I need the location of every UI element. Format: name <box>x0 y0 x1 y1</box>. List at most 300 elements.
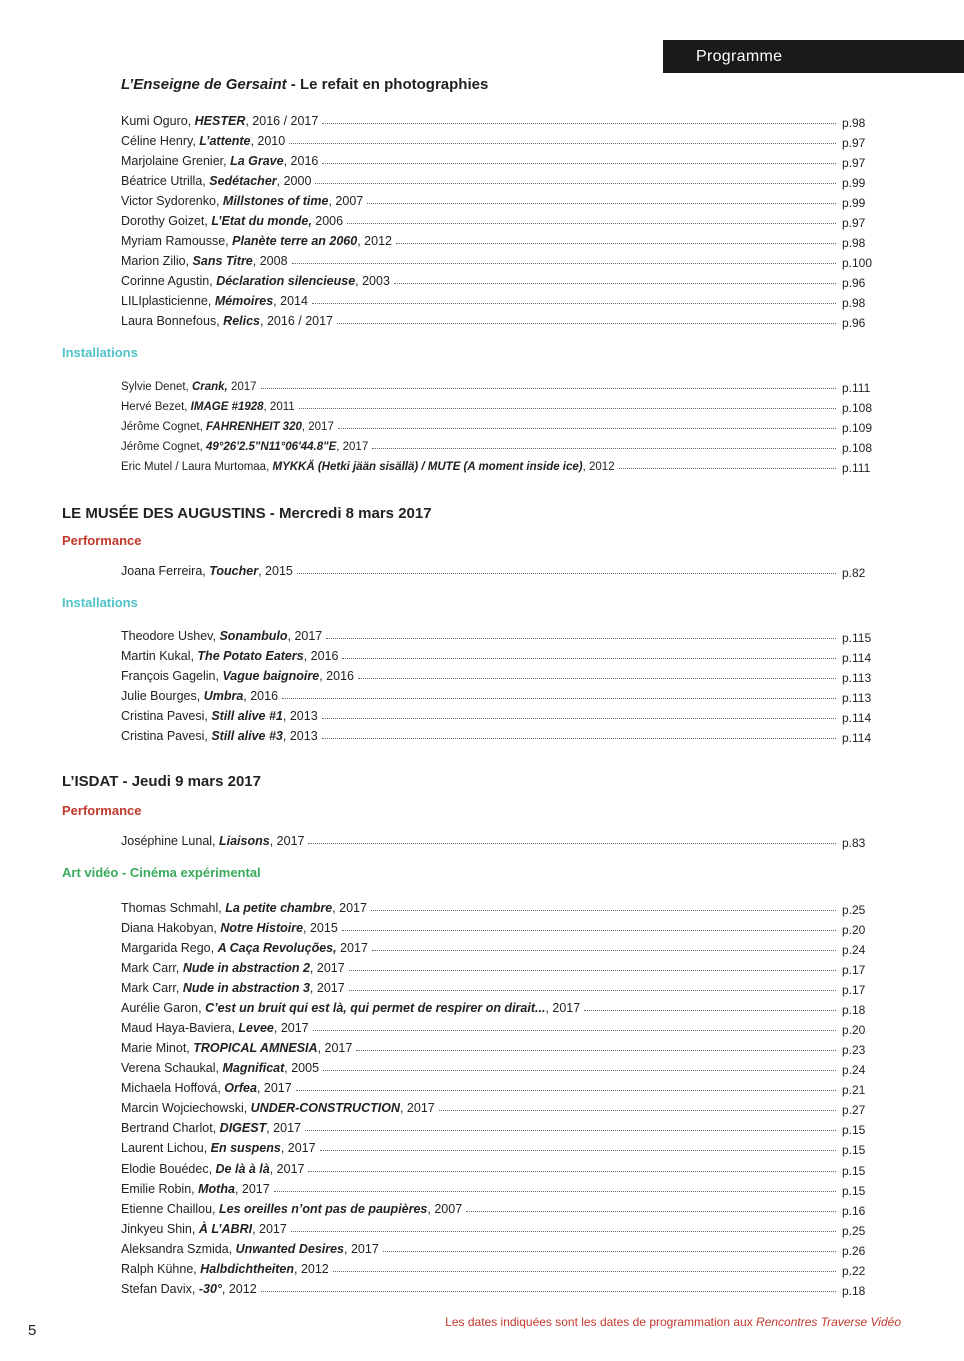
entry-work-title: Nude in abstraction 2 <box>182 961 310 976</box>
page-ref: p.22 <box>842 1263 866 1278</box>
entry-work-title: DIGEST <box>219 1121 267 1136</box>
entry-year: , 2017 <box>269 834 305 848</box>
entry-year: , 2015 <box>258 564 293 578</box>
dot-leader <box>367 202 836 204</box>
entry-text <box>121 381 257 393</box>
entry-artist: Marie Minot, <box>121 1041 194 1056</box>
entry-year: , 2017 <box>269 1161 305 1176</box>
entry-artist: Bertrand Charlot, <box>121 1121 220 1136</box>
gersaint-title <box>121 76 488 93</box>
entry-artist: Myriam Ramousse, <box>121 234 233 248</box>
dot-leader <box>466 1210 836 1212</box>
entry-text <box>121 114 318 128</box>
entry-artist: Céline Henry, <box>121 134 200 148</box>
page-ref: p.99 <box>842 196 866 210</box>
gersaint-title-italic: L’Enseigne de Gersaint <box>121 76 287 93</box>
entry-text <box>121 441 368 453</box>
list-item <box>121 108 876 128</box>
dot-leader <box>333 1270 836 1272</box>
dot-leader <box>282 697 836 699</box>
entry-year: , 2013 <box>282 729 318 743</box>
augustins-installations-label: Installations <box>62 595 138 610</box>
dot-leader <box>347 222 836 224</box>
dot-leader <box>372 447 836 449</box>
entry-year: , 2007 <box>427 1201 463 1216</box>
entry-artist: Marjolaine Grenier, <box>121 154 231 168</box>
dot-leader <box>261 387 836 389</box>
dot-leader <box>322 162 836 164</box>
entry-work-title: UNDER-CONSTRUCTION <box>250 1101 400 1116</box>
dot-leader <box>323 1069 836 1071</box>
entry-artist: Jinkyeu Shin, <box>121 1221 199 1236</box>
entry-work-title: Liaisons <box>219 834 270 848</box>
entry-year: , 2012 <box>294 1261 329 1276</box>
page-ref: p.98 <box>842 296 866 310</box>
entry-year: , 2017 <box>317 1041 353 1056</box>
dot-leader <box>289 142 836 144</box>
entry-artist: François Gagelin, <box>121 669 223 683</box>
entry-artist: Emilie Robin, <box>121 1181 199 1196</box>
entry-work-title: The Potato Eaters <box>197 649 304 663</box>
entry-work-title: À L’ABRI <box>198 1221 253 1236</box>
list-item <box>121 228 876 248</box>
entry-artist: Margarida Rego, <box>121 941 218 956</box>
list-item <box>121 1196 876 1216</box>
entry-artist: Marcin Wojciechowski, <box>121 1101 251 1116</box>
dot-leader <box>313 1029 836 1031</box>
entry-year: 2017 <box>227 381 257 393</box>
dot-leader <box>396 242 836 244</box>
page-ref: p.111 <box>842 461 871 475</box>
page-ref: p.97 <box>842 156 866 170</box>
gersaint-title-rest: - Le refait en photographies <box>286 76 489 93</box>
entry-work-title: Sans Titre <box>192 254 253 268</box>
list-item <box>121 683 876 703</box>
dot-leader <box>338 427 836 429</box>
entry-text <box>121 1141 316 1155</box>
dot-leader <box>322 737 836 739</box>
list-item <box>121 663 876 683</box>
entry-work-title: TROPICAL AMNESIA <box>193 1041 318 1056</box>
list-item <box>121 288 876 308</box>
dot-leader <box>322 717 836 719</box>
entry-artist: Marion Zilio, <box>121 254 193 268</box>
entry-work-title: Nude in abstraction 3 <box>182 981 310 996</box>
entry-year: , 2017 <box>332 901 367 915</box>
footer-note <box>445 1315 901 1329</box>
list-item <box>121 1035 876 1058</box>
entry-year: , 2003 <box>355 274 390 288</box>
entry-year: , 2017 <box>252 1221 287 1236</box>
entry-text <box>121 834 304 848</box>
dot-leader <box>322 122 836 124</box>
entry-artist: Martin Kukal, <box>121 649 198 663</box>
page-ref: p.18 <box>842 1283 866 1298</box>
entry-artist: Julie Bourges, <box>121 689 204 703</box>
page-ref: p.111 <box>842 381 871 395</box>
list-item <box>121 208 876 228</box>
isdat-performance-label: Performance <box>62 803 142 818</box>
entry-work-title: HESTER <box>194 114 246 128</box>
dot-leader <box>296 1089 836 1091</box>
entry-year: , 2017 <box>309 961 345 976</box>
list-item <box>121 308 876 328</box>
entry-text <box>121 921 338 935</box>
entry-work-title: Relics <box>223 314 261 328</box>
list-item <box>121 995 876 1018</box>
entry-year: , 2017 <box>336 441 369 453</box>
entry-work-title: Planète terre an 2060 <box>232 234 358 248</box>
entry-text <box>121 1121 301 1135</box>
dot-leader <box>337 322 836 324</box>
entry-year: , 2000 <box>276 174 312 188</box>
list-item <box>121 148 876 168</box>
entry-year: , 2017 <box>301 421 334 433</box>
entry-artist: Etienne Chaillou, <box>121 1201 219 1216</box>
list-item <box>121 453 876 473</box>
page-ref: p.113 <box>842 671 872 685</box>
entry-year: , 2017 <box>399 1101 435 1116</box>
augustins-title: LE MUSÉE DES AUGUSTINS - Mercredi 8 mars 2017 <box>62 505 432 522</box>
dot-leader <box>356 1049 836 1051</box>
entry-artist: Michaela Hoffová, <box>121 1081 225 1096</box>
entry-artist: Jérôme Cognet, <box>121 421 207 433</box>
entry-work-title: IMAGE #1928 <box>190 401 264 413</box>
entry-artist: Aleksandra Szmida, <box>121 1241 236 1256</box>
entry-artist: Dorothy Goizet, <box>121 214 212 228</box>
entry-artist: Jérôme Cognet, <box>121 441 207 453</box>
entry-text <box>121 1182 270 1196</box>
dot-leader <box>619 467 836 469</box>
programme-tab: Programme <box>663 40 964 73</box>
entry-work-title: Millstones of time <box>222 194 329 208</box>
entry-text <box>121 1021 309 1035</box>
dot-leader <box>291 1230 836 1232</box>
entry-text <box>121 1001 580 1015</box>
entry-artist: Joana Ferreira, <box>121 564 210 578</box>
entry-text <box>121 421 334 433</box>
list-item <box>121 915 876 938</box>
entry-text <box>121 901 367 915</box>
page-ref: p.108 <box>842 401 873 415</box>
page-ref: p.25 <box>842 1223 866 1238</box>
entry-work-title: Vague baignoire <box>222 669 320 683</box>
page-ref: p.100 <box>842 256 873 270</box>
dot-leader <box>261 1290 836 1292</box>
list-item <box>121 558 876 578</box>
entry-work-title: C’est un bruit qui est là, qui permet de respirer on dirait... <box>205 1001 546 1016</box>
page-ref: p.25 <box>842 903 866 917</box>
entry-work-title: En suspens <box>210 1141 281 1156</box>
entry-artist: Béatrice Utrilla, <box>121 174 210 188</box>
dot-leader <box>342 657 836 659</box>
dot-leader <box>292 262 836 264</box>
dot-leader <box>299 407 836 409</box>
entry-work-title: La petite chambre <box>225 901 333 915</box>
entry-year: , 2017 <box>545 1001 581 1016</box>
list-item <box>121 828 876 848</box>
entry-artist: Sylvie Denet, <box>121 381 192 393</box>
page-ref: p.24 <box>842 943 866 958</box>
dot-leader <box>394 282 836 284</box>
page-ref: p.23 <box>842 1043 866 1058</box>
entry-work-title: Umbra <box>203 689 244 703</box>
list-item <box>121 1256 876 1276</box>
dot-leader <box>308 1170 836 1172</box>
list-item <box>121 955 876 978</box>
entry-artist: Diana Hakobyan, <box>121 921 221 936</box>
entry-year: , 2015 <box>303 921 338 936</box>
installations-label: Installations <box>62 345 138 360</box>
list-item <box>121 433 876 453</box>
entry-work-title: FAHRENHEIT 320 <box>206 421 302 433</box>
page-ref: p.83 <box>842 836 866 850</box>
entry-text <box>121 1081 292 1095</box>
entry-text <box>121 1061 319 1075</box>
page-ref: p.109 <box>842 421 873 435</box>
dot-leader <box>584 1009 836 1011</box>
entry-year: , 2016 / 2017 <box>245 114 319 128</box>
list-item <box>121 268 876 288</box>
entry-text <box>121 214 343 228</box>
entry-text <box>121 314 333 328</box>
entry-text <box>121 981 345 995</box>
page-ref: p.26 <box>842 1243 866 1258</box>
entry-artist: Victor Sydorenko, <box>121 194 223 208</box>
augustins-performance-label: Performance <box>62 533 142 548</box>
entry-year: , 2017 <box>234 1181 270 1196</box>
entry-artist: Thomas Schmahl, <box>121 901 226 915</box>
entry-work-title: Motha <box>198 1181 235 1196</box>
list-item <box>121 1236 876 1256</box>
entry-year: , 2011 <box>263 401 295 413</box>
entry-artist: Cristina Pavesi, <box>121 729 212 743</box>
entry-text <box>121 649 338 663</box>
entry-work-title: Les oreilles n’ont pas de paupières <box>218 1201 428 1216</box>
page-ref: p.17 <box>842 983 866 998</box>
entry-work-title: Levee <box>238 1021 274 1036</box>
list-item <box>121 1015 876 1038</box>
dot-leader <box>274 1190 836 1192</box>
entry-text <box>121 254 288 268</box>
entry-year: 2006 <box>311 214 344 228</box>
list-item <box>121 703 876 723</box>
page-ref: p.113 <box>842 691 872 705</box>
list-item <box>121 1055 876 1078</box>
page-ref: p.18 <box>842 1003 866 1018</box>
entry-year: , 2005 <box>284 1061 320 1076</box>
dot-leader <box>312 302 836 304</box>
dot-leader <box>297 572 836 574</box>
entry-artist: Cristina Pavesi, <box>121 709 212 723</box>
entry-text <box>121 729 318 743</box>
list-item <box>121 1075 876 1098</box>
list-item <box>121 935 876 958</box>
entry-artist: Laura Bonnefous, <box>121 314 224 328</box>
entry-text <box>121 234 392 248</box>
isdat-title: L’ISDAT - Jeudi 9 mars 2017 <box>62 773 261 790</box>
list-item <box>121 1156 876 1176</box>
entry-work-title: Déclaration silencieuse <box>216 274 356 288</box>
entry-year: , 2012 <box>582 461 615 473</box>
entry-text <box>121 709 318 723</box>
dot-leader <box>349 969 836 971</box>
page-ref: p.98 <box>842 116 866 130</box>
page-ref: p.82 <box>842 566 866 580</box>
entry-text <box>121 154 318 168</box>
page-ref: p.15 <box>842 1123 866 1138</box>
list-item <box>121 248 876 268</box>
entry-text <box>121 1202 462 1216</box>
list-item <box>121 188 876 208</box>
entry-year: , 2017 <box>287 629 323 643</box>
entry-year: , 2017 <box>309 981 345 996</box>
entry-year: , 2016 <box>303 649 339 663</box>
dot-leader <box>349 989 836 991</box>
entry-text <box>121 294 308 308</box>
entry-text <box>121 1282 257 1296</box>
dot-leader <box>308 842 836 844</box>
entry-work-title: Notre Histoire <box>220 921 304 936</box>
list-item <box>121 373 876 393</box>
entry-artist: Elodie Bouédec, <box>121 1161 216 1176</box>
entry-year: , 2017 <box>344 1241 379 1256</box>
entry-text <box>121 174 311 188</box>
entry-text <box>121 1222 287 1236</box>
page-ref: p.114 <box>842 711 872 725</box>
entry-text <box>121 401 295 413</box>
list-item <box>121 128 876 148</box>
entry-text <box>121 689 278 703</box>
list-item <box>121 393 876 413</box>
page-ref: p.17 <box>842 963 866 978</box>
footer-note-italic: Rencontres Traverse Vidéo <box>756 1315 901 1329</box>
entry-work-title: Unwanted Desires <box>235 1241 345 1256</box>
entry-year: , 2010 <box>250 134 286 148</box>
entry-work-title: Mémoires <box>214 294 274 308</box>
dot-leader <box>372 949 836 951</box>
entry-year: , 2017 <box>266 1121 301 1136</box>
entry-year: , 2017 <box>273 1021 309 1036</box>
page-ref: p.114 <box>842 651 872 665</box>
entry-year: , 2017 <box>256 1081 292 1096</box>
list-item <box>121 1095 876 1118</box>
entry-work-title: Magnificat <box>222 1061 285 1076</box>
entry-year: , 2008 <box>252 254 288 268</box>
entry-work-title: Still alive #3 <box>211 729 283 743</box>
page-ref: p.21 <box>842 1083 866 1098</box>
entry-text <box>121 1041 352 1055</box>
page-ref: p.97 <box>842 216 866 230</box>
list-item <box>121 643 876 663</box>
entry-text <box>121 941 368 955</box>
page-ref: p.16 <box>842 1203 866 1218</box>
entry-work-title: Sonambulo <box>219 629 288 643</box>
entry-artist: Joséphine Lunal, <box>121 834 219 848</box>
entry-artist: Verena Schaukal, <box>121 1061 223 1076</box>
entry-year: , 2012 <box>357 234 392 248</box>
entry-work-title: A Caça Revoluções, <box>217 941 337 956</box>
entry-artist: Kumi Oguro, <box>121 114 195 128</box>
page-ref: p.20 <box>842 1023 866 1038</box>
entry-artist: Mark Carr, <box>121 961 183 976</box>
page-ref: p.27 <box>842 1103 866 1118</box>
footer-note-text: Les dates indiquées sont les dates de programmation aux <box>445 1315 757 1329</box>
entry-artist: Hervé Bezet, <box>121 401 191 413</box>
dot-leader <box>371 909 836 911</box>
page-ref: p.96 <box>842 316 866 330</box>
page-ref: p.98 <box>842 236 866 250</box>
list-item <box>121 413 876 433</box>
entry-text <box>121 274 390 288</box>
entry-artist: Aurélie Garon, <box>121 1001 206 1016</box>
entry-work-title: Orfea <box>224 1081 257 1096</box>
entry-artist: Laurent Lichou, <box>121 1141 211 1156</box>
entry-artist: LILIplasticienne, <box>121 294 215 308</box>
entry-year: , 2016 <box>319 669 354 683</box>
entry-work-title: L’attente <box>199 134 251 148</box>
page-ref: p.24 <box>842 1063 866 1078</box>
entry-work-title: 49°26'2.5"N11°06'44.8"E <box>206 441 337 453</box>
dot-leader <box>439 1109 836 1111</box>
list-item <box>121 168 876 188</box>
list-item <box>121 895 876 915</box>
entry-text <box>121 961 345 975</box>
entry-text <box>121 669 354 683</box>
page-ref: p.97 <box>842 136 866 150</box>
entry-artist: Maud Haya-Baviera, <box>121 1021 239 1036</box>
entry-text <box>121 564 293 578</box>
entry-work-title: L’Etat du monde, <box>211 214 312 228</box>
entry-work-title: MYKKÄ (Hetki jään sisällä) / MUTE (A moment inside ice) <box>272 461 583 473</box>
dot-leader <box>342 929 836 931</box>
dot-leader <box>320 1149 836 1151</box>
entry-text <box>121 1162 304 1176</box>
entry-work-title: Sedétacher <box>209 174 277 188</box>
page-ref: p.99 <box>842 176 866 190</box>
entry-artist: Mark Carr, <box>121 981 183 996</box>
entry-text <box>121 1262 329 1276</box>
page-ref: p.20 <box>842 923 866 938</box>
entry-artist: Ralph Kühne, <box>121 1261 201 1276</box>
page-ref: p.114 <box>842 731 872 745</box>
list-item <box>121 1115 876 1138</box>
entry-year: , 2013 <box>282 709 318 723</box>
entry-year: , 2016 / 2017 <box>260 314 333 328</box>
page-number: 5 <box>28 1322 37 1339</box>
entry-year: , 2007 <box>328 194 364 208</box>
entry-text <box>121 1101 435 1115</box>
list-item <box>121 975 876 998</box>
entry-work-title: De là à là <box>215 1161 270 1176</box>
entry-work-title: Halbdichtheiten <box>200 1261 294 1276</box>
entry-text <box>121 1242 379 1256</box>
entry-year: 2017 <box>336 941 368 956</box>
list-item <box>121 1135 876 1158</box>
entry-text <box>121 629 322 643</box>
list-item <box>121 623 876 643</box>
entry-artist: Corinne Agustin, <box>121 274 217 288</box>
dot-leader <box>315 182 836 184</box>
entry-artist: Stefan Davix, <box>121 1281 199 1296</box>
list-item <box>121 1276 876 1296</box>
dot-leader <box>305 1129 836 1131</box>
entry-work-title: Still alive #1 <box>211 709 283 723</box>
entry-work-title: -30° <box>198 1281 222 1296</box>
entry-year: , 2016 <box>243 689 279 703</box>
entry-year: , 2014 <box>273 294 308 308</box>
page-ref: p.15 <box>842 1143 866 1158</box>
